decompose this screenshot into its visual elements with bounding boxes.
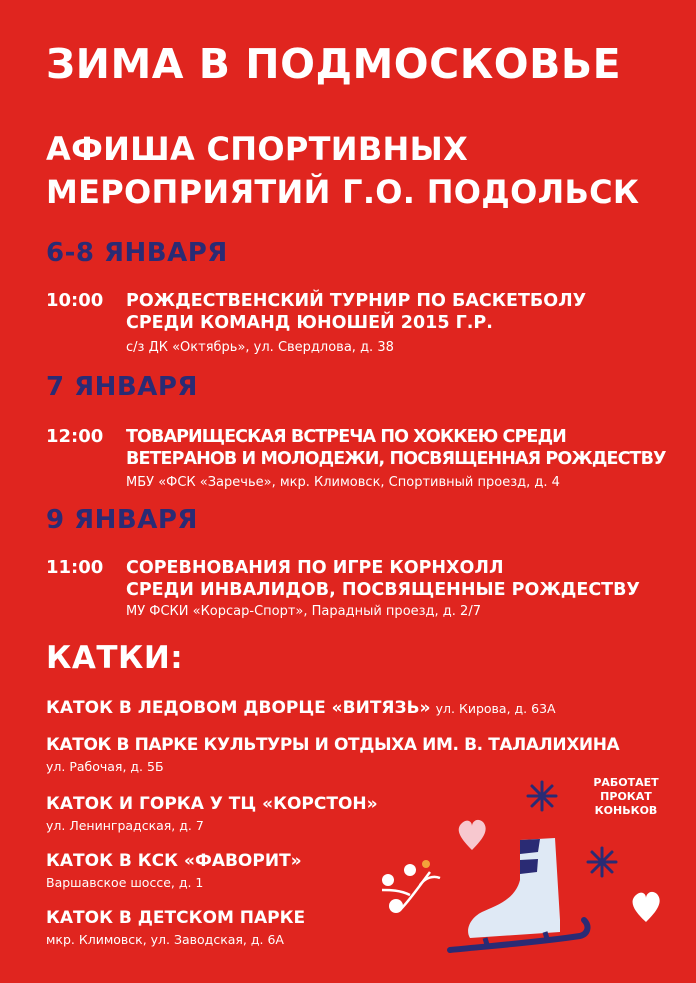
event-time: 12:00 — [46, 426, 104, 447]
date-heading: 7 ЯНВАРЯ — [46, 372, 198, 402]
page-title: ЗИМА В ПОДМОСКОВЬЕ — [46, 40, 622, 88]
rink-address: мкр. Климовск, ул. Заводская, д. 6А — [46, 932, 284, 947]
rink-item — [46, 698, 556, 718]
date-heading: 9 ЯНВАРЯ — [46, 505, 198, 535]
berry-branch-icon — [382, 860, 440, 913]
event-name-line-1: ТОВАРИЩЕСКАЯ ВСТРЕЧА ПО ХОККЕЮ СРЕДИ — [126, 427, 566, 447]
event-place: МБУ «ФСК «Заречье», мкр. Климовск, Спортивный проезд, д. 4 — [126, 475, 560, 490]
event-name-line-2: ВЕТЕРАНОВ И МОЛОДЕЖИ, ПОСВЯЩЕННАЯ РОЖДЕСТВУ — [126, 449, 666, 469]
rink-item — [46, 851, 302, 890]
rink-name: КАТОК В ПАРКЕ КУЛЬТУРЫ И ОТДЫХА ИМ. В. ТАЛАЛИХИНА — [46, 735, 620, 755]
event-place: МУ ФСКИ «Корсар-Спорт», Парадный проезд, д. 2/7 — [126, 604, 481, 619]
heart-icon — [459, 820, 486, 850]
event-time: 11:00 — [46, 557, 104, 578]
rink-address: ул. Ленинградская, д. 7 — [46, 818, 204, 833]
promo-line-1: РАБОТАЕТ — [593, 776, 659, 789]
rink-address: Варшавское шоссе, д. 1 — [46, 875, 204, 890]
event-name — [126, 290, 686, 334]
rink-item — [46, 908, 305, 947]
subtitle-line-1: АФИША СПОРТИВНЫХ — [46, 130, 469, 168]
snowflake-icon — [588, 848, 616, 876]
promo-line-3: КОНЬКОВ — [594, 804, 658, 817]
page-subtitle — [46, 128, 666, 214]
rink-name: КАТОК В ЛЕДОВОМ ДВОРЦЕ «ВИТЯЗЬ» — [46, 698, 431, 718]
rink-name: КАТОК И ГОРКА У ТЦ «КОРСТОН» — [46, 794, 378, 814]
event-name-line-2: СРЕДИ ИНВАЛИДОВ, ПОСВЯЩЕННЫЕ РОЖДЕСТВУ — [126, 580, 640, 600]
heart-icon — [633, 892, 660, 922]
event-name — [126, 426, 686, 470]
event-name-line-1: СОРЕВНОВАНИЯ ПО ИГРЕ КОРНХОЛЛ — [126, 558, 504, 578]
event-name — [126, 557, 686, 601]
event-name-line-1: РОЖДЕСТВЕНСКИЙ ТУРНИР ПО БАСКЕТБОЛУ — [126, 291, 587, 311]
rink-address: ул. Рабочая, д. 5Б — [46, 759, 164, 774]
event-time: 10:00 — [46, 290, 104, 311]
event-place: с/з ДК «Октябрь», ул. Свердлова, д. 38 — [126, 340, 394, 355]
rink-name: КАТОК В КСК «ФАВОРИТ» — [46, 851, 302, 871]
date-heading: 6-8 ЯНВАРЯ — [46, 238, 228, 268]
winter-illustration — [370, 760, 696, 983]
rink-name: КАТОК В ДЕТСКОМ ПАРКЕ — [46, 908, 306, 928]
rink-item — [46, 794, 378, 833]
rink-address: ул. Кирова, д. 63А — [435, 701, 556, 716]
snowflake-icon — [528, 782, 556, 810]
event-name-line-2: СРЕДИ КОМАНД ЮНОШЕЙ 2015 Г.Р. — [126, 313, 493, 333]
rinks-heading: КАТКИ: — [46, 640, 184, 676]
subtitle-line-2: МЕРОПРИЯТИЙ Г.О. ПОДОЛЬСК — [46, 173, 640, 211]
promo-line-2: ПРОКАТ — [600, 790, 652, 803]
ice-skate-icon — [450, 838, 587, 950]
